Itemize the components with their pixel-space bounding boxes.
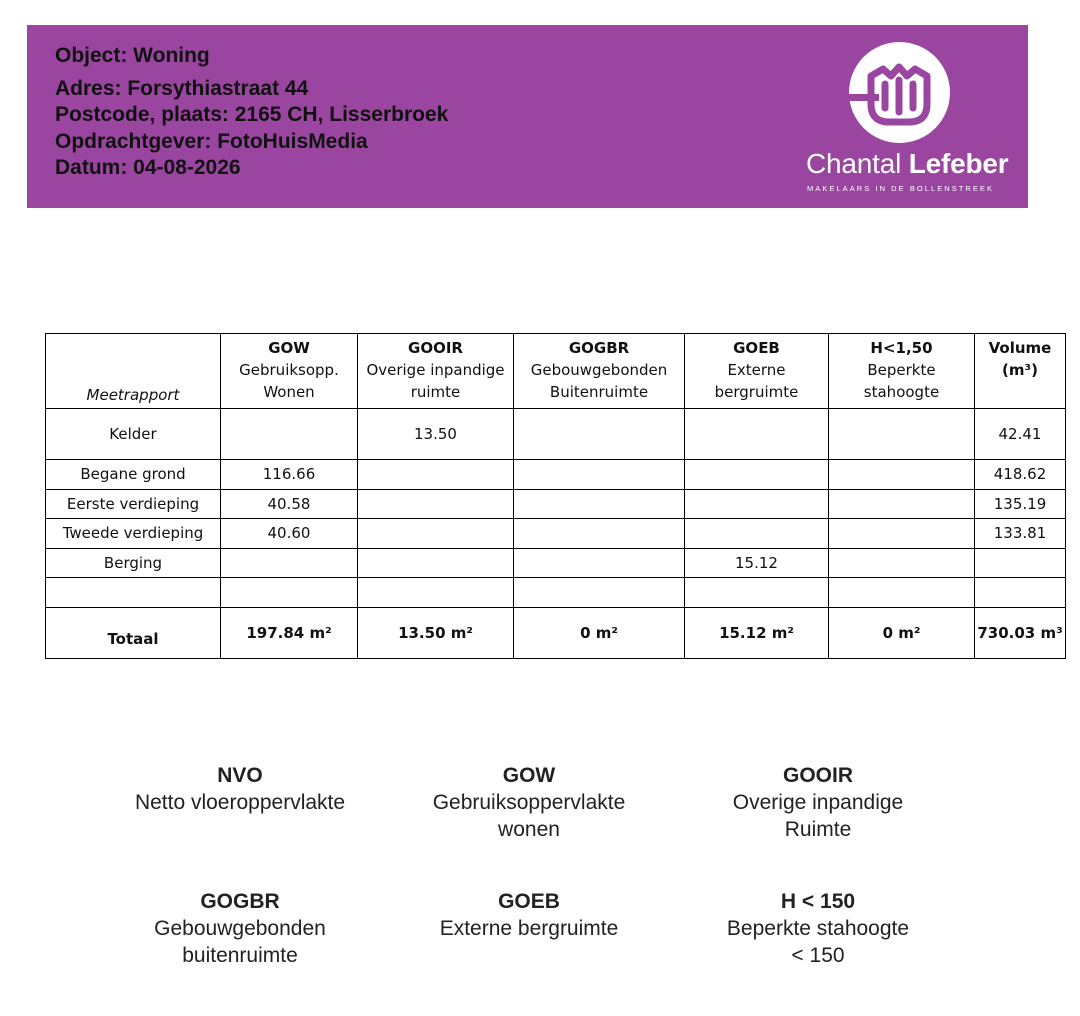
table-cell [358, 548, 514, 578]
legend-h150: H < 150 Beperkte stahoogte < 150 [726, 890, 910, 967]
table-row [46, 548, 1066, 578]
table-row [46, 489, 1066, 519]
table-cell [829, 548, 975, 578]
table-cell [829, 489, 975, 519]
total-cell: 13.50 m² [358, 607, 514, 658]
table-cell [514, 409, 685, 460]
row-label: Eerste verdieping [46, 489, 221, 519]
brand-tagline: MAKELAARS IN DE BOLLENSTREEK [807, 184, 995, 193]
column-header-gogbr: GOGBR Gebouwgebonden Buitenruimte [514, 334, 685, 409]
table-cell: 13.50 [358, 409, 514, 460]
table-cell [685, 578, 829, 608]
column-header-gooir: GOOIR Overige inpandige ruimte [358, 334, 514, 409]
table-cell [685, 460, 829, 490]
table-cell [829, 460, 975, 490]
legend-gow: GOW Gebruiksoppervlakte wonen [432, 764, 626, 841]
table-cell: 133.81 [975, 519, 1066, 549]
legend-gogbr: GOGBR Gebouwgebonden buitenruimte [154, 890, 326, 967]
table-cell [829, 578, 975, 608]
table-cell [221, 409, 358, 460]
total-cell: 15.12 m² [685, 607, 829, 658]
legend-gooir: GOOIR Overige inpandige Ruimte [732, 764, 904, 841]
table-cell [358, 460, 514, 490]
table-cell [514, 489, 685, 519]
table-cell: 116.66 [221, 460, 358, 490]
total-cell: 197.84 m² [221, 607, 358, 658]
object-details [55, 43, 448, 182]
table-cell [221, 578, 358, 608]
legend-goeb: GOEB Externe bergruimte [439, 890, 619, 940]
table-cell [829, 409, 975, 460]
header-banner [27, 25, 1028, 208]
table-row [46, 409, 1066, 460]
column-header-volume: Volume (m³) [975, 334, 1066, 409]
table-cell: 40.58 [221, 489, 358, 519]
table-cell [514, 578, 685, 608]
table-cell [358, 489, 514, 519]
meetrapport-label: Meetrapport [46, 334, 221, 409]
row-label: Kelder [46, 409, 221, 460]
date-line: Datum: 04-08-2026 [55, 156, 241, 179]
total-cell: 0 m² [829, 607, 975, 658]
address-line: Adres: Forsythiastraat 44 [55, 76, 309, 100]
table-cell: 15.12 [685, 548, 829, 578]
table-cell [221, 548, 358, 578]
postcode-line: Postcode, plaats: 2165 CH, Lisserbroek [55, 103, 449, 126]
legend-nvo: NVO Netto vloeroppervlakte [134, 764, 346, 814]
table-cell [975, 578, 1066, 608]
table-cell [685, 519, 829, 549]
house-tulip-logo-icon [849, 42, 950, 143]
measurement-table [45, 333, 1066, 659]
table-cell [514, 519, 685, 549]
table-row [46, 578, 1066, 608]
table-cell [514, 548, 685, 578]
total-label: Totaal [46, 607, 221, 658]
total-cell: 730.03 m³ [975, 607, 1066, 658]
table-cell: 418.62 [975, 460, 1066, 490]
row-label: Begane grond [46, 460, 221, 490]
object-line: Object: Woning [55, 44, 210, 67]
table-header-row [46, 334, 1066, 409]
row-label [46, 578, 221, 608]
row-label: Tweede verdieping [46, 519, 221, 549]
table-cell [829, 519, 975, 549]
table-cell: 42.41 [975, 409, 1066, 460]
table-cell: 135.19 [975, 489, 1066, 519]
table-cell [358, 578, 514, 608]
table-cell [685, 409, 829, 460]
column-header-goeb: GOEB Externe bergruimte [685, 334, 829, 409]
table-cell [685, 489, 829, 519]
table-row [46, 519, 1066, 549]
table-cell [358, 519, 514, 549]
table-cell [975, 548, 1066, 578]
column-header-h150: H<1,50 Beperkte stahoogte [829, 334, 975, 409]
table-row [46, 460, 1066, 490]
table-cell [514, 460, 685, 490]
total-row [46, 607, 1066, 658]
column-header-gow: GOW Gebruiksopp. Wonen [221, 334, 358, 409]
brand-name: Chantal Lefeber [806, 148, 1009, 179]
table-cell: 40.60 [221, 519, 358, 549]
client-line: Opdrachtgever: FotoHuisMedia [55, 129, 368, 153]
total-cell: 0 m² [514, 607, 685, 658]
row-label: Berging [46, 548, 221, 578]
